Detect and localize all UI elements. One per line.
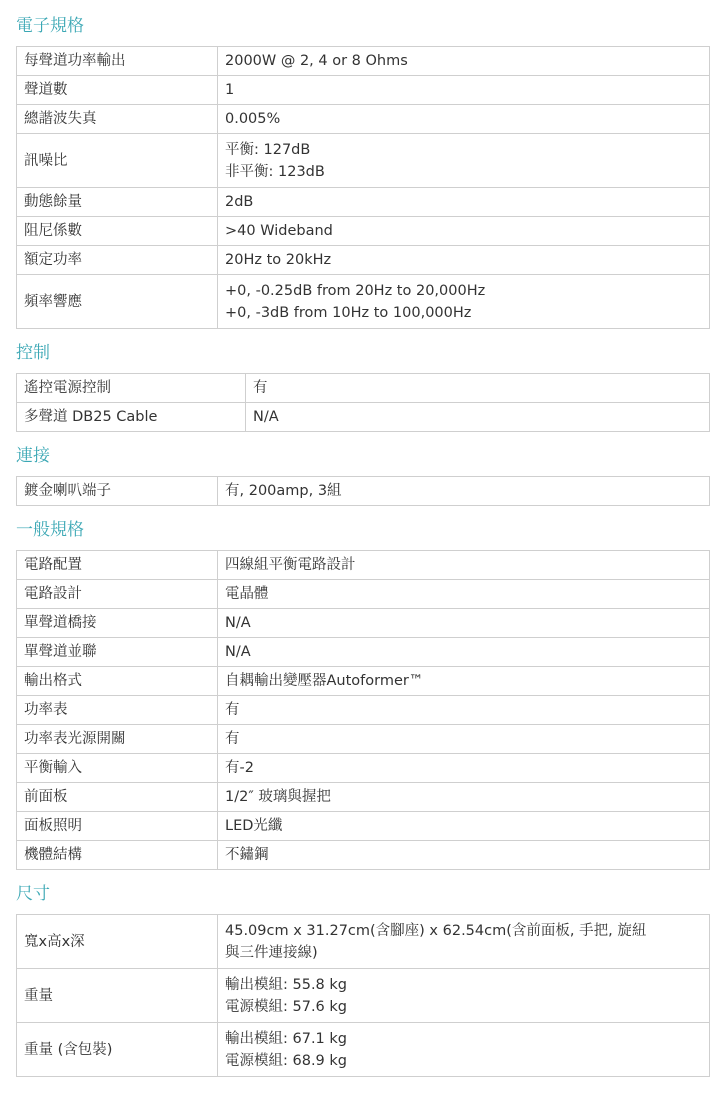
spec-label: 重量: [17, 969, 218, 1023]
table-row: [17, 1023, 710, 1077]
table-row: [17, 915, 710, 969]
spec-value-line: 自耦輸出變壓器Autoformer™: [225, 673, 424, 689]
spec-value: [218, 76, 710, 105]
spec-value-line: 2000W @ 2, 4 or 8 Ohms: [225, 53, 408, 69]
table-row: [17, 969, 710, 1023]
spec-table-electronic: [16, 46, 710, 329]
spec-label: 總諧波失真: [17, 105, 218, 134]
spec-value: [218, 1023, 710, 1077]
spec-value-line: 有, 200amp, 3組: [225, 483, 342, 499]
spec-value: [218, 217, 710, 246]
spec-value-line: 電晶體: [225, 586, 269, 602]
spec-value: [218, 841, 710, 870]
spec-label: 多聲道 DB25 Cable: [17, 403, 246, 432]
spec-label: 訊噪比: [17, 134, 218, 188]
spec-value: [246, 374, 710, 403]
spec-value-line: >40 Wideband: [225, 223, 333, 239]
spec-label: 平衡輸入: [17, 754, 218, 783]
table-row: [17, 725, 710, 754]
spec-label: 功率表: [17, 696, 218, 725]
spec-label: 前面板: [17, 783, 218, 812]
spec-value-line: 平衡: 127dB: [225, 141, 311, 158]
spec-value-line: LED光纖: [225, 818, 283, 834]
table-row: [17, 580, 710, 609]
spec-value: [218, 47, 710, 76]
spec-value: [218, 915, 710, 969]
section-title-electronic: 電子規格: [16, 16, 84, 36]
spec-label: 單聲道並聯: [17, 638, 218, 667]
spec-label: 機體結構: [17, 841, 218, 870]
spec-label: 電路設計: [17, 580, 218, 609]
spec-table-control: [16, 373, 710, 432]
spec-value-line: 輸出模組: 55.8 kg: [225, 976, 347, 993]
spec-label: 鍍金喇叭端子: [17, 477, 218, 506]
spec-value-line: 2dB: [225, 194, 254, 210]
spec-table-connection: [16, 476, 710, 506]
section-title-dimensions: 尺寸: [16, 884, 50, 904]
spec-value-line: 與三件連接線): [225, 944, 318, 961]
spec-value: [218, 477, 710, 506]
table-row: [17, 76, 710, 105]
spec-value-line: 有: [225, 702, 240, 718]
spec-value: [218, 667, 710, 696]
spec-label: 面板照明: [17, 812, 218, 841]
table-row: [17, 105, 710, 134]
spec-label: 阻尼係數: [17, 217, 218, 246]
section-title-connection: 連接: [16, 446, 50, 466]
spec-value: [218, 275, 710, 329]
table-row: [17, 551, 710, 580]
spec-value: [218, 638, 710, 667]
spec-value: [218, 812, 710, 841]
table-row: [17, 638, 710, 667]
spec-value: [218, 609, 710, 638]
spec-label: 每聲道功率輸出: [17, 47, 218, 76]
table-row: [17, 188, 710, 217]
table-row: [17, 246, 710, 275]
section-title-control: 控制: [16, 343, 50, 363]
spec-label: 輸出格式: [17, 667, 218, 696]
spec-value-line: 非平衡: 123dB: [225, 163, 325, 180]
spec-label: 動態餘量: [17, 188, 218, 217]
spec-value-line: 有: [253, 380, 268, 396]
table-row: [17, 696, 710, 725]
spec-value: [218, 188, 710, 217]
spec-value-line: 1: [225, 82, 235, 98]
spec-label: 單聲道橋接: [17, 609, 218, 638]
spec-value-line: 四線組平衡電路設計: [225, 557, 356, 573]
spec-value-line: 有: [225, 731, 240, 747]
spec-label: 聲道數: [17, 76, 218, 105]
spec-value: [218, 134, 710, 188]
spec-value-line: 1/2″ 玻璃與握把: [225, 789, 331, 805]
spec-label: 寬x高x深: [17, 915, 218, 969]
spec-value: [218, 696, 710, 725]
spec-value-line: 電源模組: 57.6 kg: [225, 998, 347, 1015]
spec-value-line: 不鏽鋼: [225, 847, 269, 863]
spec-value-line: 20Hz to 20kHz: [225, 252, 332, 268]
table-row: [17, 374, 710, 403]
table-row: [17, 754, 710, 783]
spec-value-line: 電源模組: 68.9 kg: [225, 1052, 347, 1069]
table-row: [17, 667, 710, 696]
spec-label: 額定功率: [17, 246, 218, 275]
table-row: [17, 841, 710, 870]
spec-value: [218, 246, 710, 275]
spec-value-line: 有-2: [225, 760, 254, 776]
section-title-general: 一般規格: [16, 520, 84, 540]
spec-label: 功率表光源開關: [17, 725, 218, 754]
table-row: [17, 134, 710, 188]
table-row: [17, 812, 710, 841]
spec-value-line: +0, -0.25dB from 20Hz to 20,000Hz: [225, 282, 486, 299]
spec-value: [218, 754, 710, 783]
table-row: [17, 217, 710, 246]
spec-value: [218, 725, 710, 754]
spec-value-line: +0, -3dB from 10Hz to 100,000Hz: [225, 304, 472, 321]
spec-value-line: 45.09cm x 31.27cm(含腳座) x 62.54cm(含前面板, 手把, 旋紐: [225, 922, 647, 939]
table-row: [17, 275, 710, 329]
spec-table-general: [16, 550, 710, 870]
spec-label: 重量 (含包裝): [17, 1023, 218, 1077]
table-row: [17, 609, 710, 638]
spec-label: 遙控電源控制: [17, 374, 246, 403]
table-row: [17, 403, 710, 432]
spec-label: 電路配置: [17, 551, 218, 580]
spec-value-line: 輸出模組: 67.1 kg: [225, 1030, 347, 1047]
spec-value-line: N/A: [253, 409, 279, 425]
table-row: [17, 477, 710, 506]
spec-value: [218, 783, 710, 812]
spec-value-line: 0.005%: [225, 111, 281, 127]
spec-value: [218, 580, 710, 609]
spec-value-line: N/A: [225, 615, 251, 631]
table-row: [17, 783, 710, 812]
spec-value: [218, 105, 710, 134]
spec-label: 頻率響應: [17, 275, 218, 329]
spec-value: [218, 551, 710, 580]
spec-value-line: N/A: [225, 644, 251, 660]
spec-table-dimensions: [16, 914, 710, 1077]
spec-value: [218, 969, 710, 1023]
spec-value: [246, 403, 710, 432]
table-row: [17, 47, 710, 76]
